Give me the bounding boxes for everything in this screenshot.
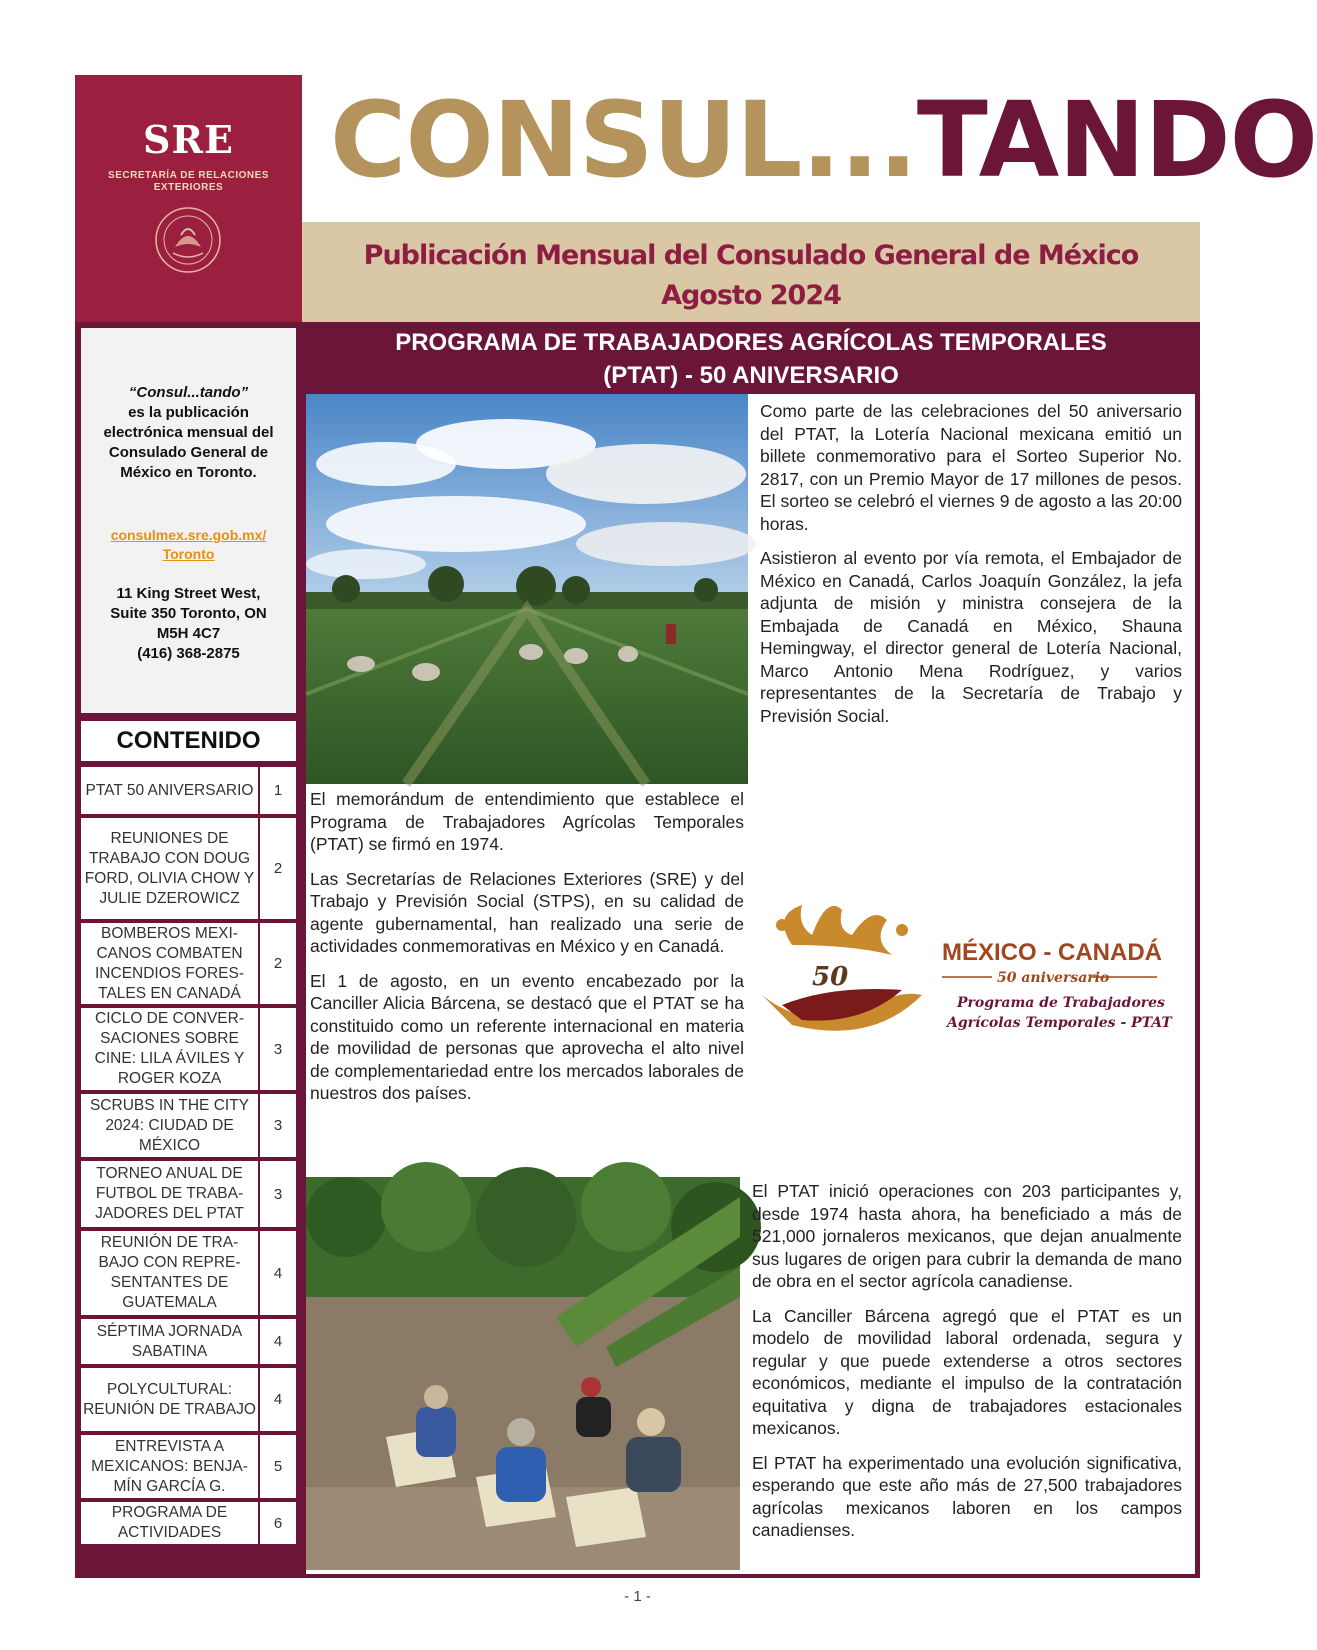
toc-item[interactable]: [81, 1161, 296, 1227]
publication-band: [302, 222, 1200, 322]
toc-item[interactable]: [81, 818, 296, 919]
toc-item-label[interactable]: SÉPTIMA JORNADA SABATINA: [81, 1319, 260, 1364]
intro-text: [91, 383, 286, 483]
article-title-line1: PROGRAMA DE TRABAJADORES AGRÍCOLAS TEMPORALES: [395, 329, 1107, 356]
toc-item-page: 4: [273, 1264, 283, 1282]
toc-item-label[interactable]: PTAT 50 ANIVERSARIO: [81, 767, 260, 814]
toc-item-page: 5: [273, 1458, 283, 1475]
toc-item[interactable]: [81, 1319, 296, 1364]
article-title-line2: (PTAT) - 50 ANIVERSARIO: [603, 362, 899, 389]
publication-date: Agosto 2024: [661, 280, 841, 311]
logo-subtitle: 50 aniversario: [997, 970, 1110, 986]
sre-title: SRE: [143, 117, 234, 162]
masthead-part1: CONSUL...: [330, 79, 917, 201]
article-text-top: [760, 400, 1182, 739]
toc-item-label[interactable]: REUNIONES DE TRABAJO CON DOUG FORD, OLIVIA CHOW Y JULIE DZEROWICZ: [81, 818, 260, 919]
toc-item-label[interactable]: TORNEO ANUAL DE FUTBOL DE TRABA-JADORES DEL PTAT: [81, 1161, 260, 1227]
toc-item-label[interactable]: ENTREVISTA A MEXICANOS: BENJA-MÍN GARCÍA G.: [81, 1435, 260, 1498]
article-text-middle: [310, 788, 744, 1117]
toc-item-label[interactable]: POLYCULTURAL: REUNIÓN DE TRABAJO: [81, 1368, 260, 1431]
phone-number: (416) 368-2875: [137, 645, 240, 662]
farm-workers-photo: [306, 394, 748, 784]
toc-item-label[interactable]: CICLO DE CONVER-SACIONES SOBRE CINE: LILA ÁVILES Y ROGER KOZA: [81, 1008, 260, 1090]
address-line: Suite 350 Toronto, ON: [110, 605, 267, 622]
toc-item[interactable]: [81, 1231, 296, 1315]
toc-item[interactable]: [81, 1368, 296, 1431]
website-link[interactable]: [91, 526, 286, 564]
toc-item[interactable]: [81, 767, 296, 814]
toc-item-label[interactable]: SCRUBS IN THE CITY 2024: CIUDAD DE MÉXICO: [81, 1094, 260, 1157]
sre-subtitle: SECRETARÍA DE RELACIONES EXTERIORES: [108, 170, 269, 193]
toc-item-label[interactable]: REUNIÓN DE TRA-BAJO CON REPRE-SENTANTES DE GUATEMALA: [81, 1231, 260, 1315]
paragraph: La Canciller Bárcena agregó que el PTAT es un modelo de movilidad laboral ordenada, segura y regular y que puede extenderse a otros sectores económicos, mediante el impulso de la contratación equitativa y digna de trabajadores estacionales mexicanos.: [752, 1305, 1182, 1438]
intro-title: “Consul...tando”: [128, 384, 249, 401]
toc-item-page: 4: [273, 1333, 283, 1350]
paragraph: El 1 de agosto, en un evento encabezado por la Canciller Alicia Bárcena, se destacó que el PTAT se ha constituido como un referente internacional en materia de movilidad de personas que aprovecha el alto nivel de complementariedad entre los mercados laborales de nuestros dos países.: [310, 970, 744, 1103]
logo-line2: Agrícolas Temporales - PTAT: [947, 1015, 1172, 1031]
toc-item[interactable]: [81, 1502, 296, 1544]
toc-item-page: 3: [273, 1040, 283, 1058]
paragraph: Como parte de las celebraciones del 50 aniversario del PTAT, la Lotería Nacional mexicana emitió un billete conmemorativo para el Sorteo Superior No. 2817, con un Premio Mayor de 17 millones de pesos. El sorteo se celebró el viernes 9 de agosto a las 20:00 horas.: [760, 401, 1182, 534]
article-text-bottom: [752, 1180, 1182, 1554]
consulate-address: [91, 584, 286, 664]
website-link-line2[interactable]: Toronto: [162, 546, 215, 562]
ptat-anniversary-logo: [752, 885, 1172, 1045]
toc-item-page: 3: [273, 1117, 283, 1134]
paragraph: El memorándum de entendimiento que establece el Programa de Trabajadores Agrícolas Temporales (PTAT) se firmó en 1974.: [310, 789, 744, 854]
sidebar-info-box: [81, 328, 296, 713]
paragraph: El PTAT ha experimentado una evolución significativa, esperando que este año más de 27,500 trabajadores agrícolas mexicanos laboren en los campos canadienses.: [752, 1452, 1182, 1540]
paragraph: Asistieron al evento por vía remota, el Embajador de México en Canadá, Carlos Joaquín González, la jefa adjunta de misión y ministra consejera de la Embajada de Canadá en México, Shauna Hemingway, el director general de Lotería Nacional, Marco Antonio Mena Rodríguez, y varios representantes de la Secretaría de Trabajo y Previsión Social.: [760, 548, 1182, 726]
toc-item[interactable]: [81, 1008, 296, 1090]
intro-description: es la publicación electrónica mensual del Consulado General de México en Toronto.: [103, 404, 274, 481]
toc-item[interactable]: [81, 923, 296, 1004]
toc-item-page: 2: [273, 860, 283, 877]
toc-item-page: 2: [273, 955, 283, 972]
paragraph: Las Secretarías de Relaciones Exteriores (SRE) y del Trabajo y Previsión Social (STPS), en su calidad de agente gubernamental, han realizado una serie de actividades conmemorativas en México y en Canadá.: [310, 868, 744, 956]
toc-item-page: 1: [273, 782, 283, 799]
paragraph: El PTAT inició operaciones con 203 participantes y, desde 1974 hasta ahora, ha beneficiado a más de 521,000 jornaleros mexicanos, que dejan anualmente sus lugares de origen para cubrir la demanda de mano de obra en el sector agrícola canadiense.: [752, 1181, 1182, 1291]
toc-item[interactable]: [81, 1435, 296, 1498]
sre-logo-block: [75, 75, 302, 322]
toc-item[interactable]: [81, 1094, 296, 1157]
toc-item-page: 6: [273, 1514, 283, 1532]
planting-workers-photo: [306, 1177, 740, 1570]
toc-item-page: 4: [273, 1391, 283, 1408]
contents-heading: CONTENIDO: [81, 721, 296, 761]
masthead-part2: TANDO: [916, 79, 1317, 201]
article-title: [302, 326, 1200, 392]
website-link-line1[interactable]: consulmex.sre.gob.mx/: [110, 527, 267, 543]
national-seal-icon: [153, 205, 223, 275]
toc-item-page: 3: [273, 1185, 283, 1203]
address-line: M5H 4C7: [156, 625, 221, 642]
logo-line1: Programa de Trabajadores: [957, 995, 1165, 1011]
toc-item-label[interactable]: PROGRAMA DE ACTIVIDADES: [81, 1502, 260, 1544]
page-number: - 1 -: [624, 1588, 651, 1605]
address-line: 11 King Street West,: [116, 585, 261, 602]
publication-subtitle: Publicación Mensual del Consulado General de México: [363, 240, 1139, 271]
masthead-title: [330, 79, 1317, 201]
toc-item-label[interactable]: BOMBEROS MEXI-CANOS COMBATEN INCENDIOS FORES-TALES EN CANADÁ: [81, 923, 260, 1004]
logo-number: 50: [812, 962, 849, 992]
logo-title: MÉXICO - CANADÁ: [942, 939, 1162, 966]
